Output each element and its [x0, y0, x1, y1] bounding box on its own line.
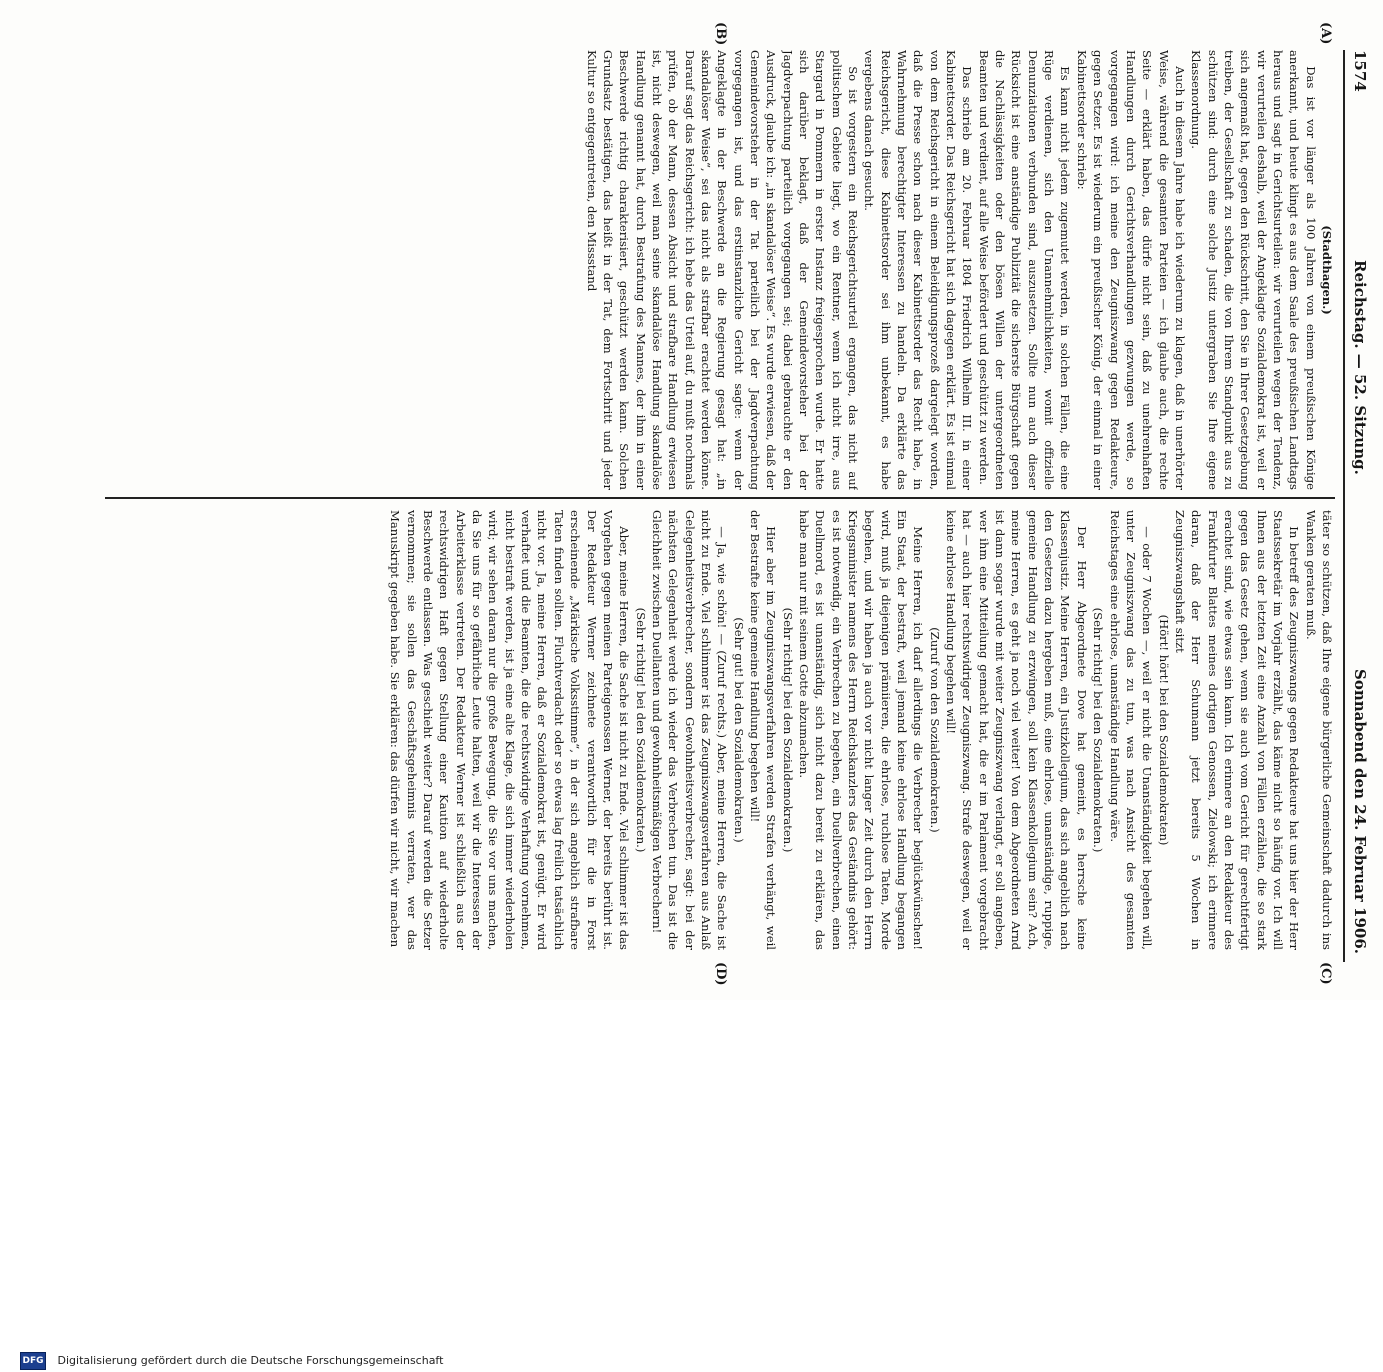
speaker-label: (Stadthagen.): [1320, 225, 1334, 315]
margin-marker-a: (A): [1318, 22, 1333, 45]
interjection: (Sehr gut! bei den Sozialdemokraten.): [731, 617, 746, 843]
footer-credit: [20, 1350, 1383, 1372]
paragraph: In betreff des Zeugniszwangs gegen Redakteure hat uns hier der Herr Staatssekretär im Vorjahr erzählt, das käme nicht so häufig vor. Ich will Ihnen aus der letzten Zeit eine Anzahl von Fällen erzählen, die so stark gegen das Gesetz gehen, wenn sie auch vom Gericht für gerechtfertigt erachtet sind, wie etwas sein kann. Ich erinnere an den Redakteur des Frankfurter Blattes meines dortigen Genossen, Zielowski; ich erinnere daran, daß der Herr Schumann jetzt bereits 5 Wochen in Zeugniszwangshaft sitzt: [1172, 510, 1302, 950]
interjection: (Sehr richtig! bei den Sozialdemokraten.): [633, 607, 648, 853]
paragraph: Das schrieb am 20. Februar 1804 Friedrich Wilhelm III. in einer Kabinettsorder. Das Reichsgericht hat sich dagegen erklärt. Es ist einmal von dem Reichsgericht in einem Beleidigungsprozeß dargelegt worden, daß die Presse schon nach dieser Kabinettsorder das Recht habe, in Wahrnehmung berechtigter Interessen zu handeln. Da erklärte das Reichsgericht, diese Kabinettsorder sei ihm unbekannt, es habe vergebens danach gesucht.: [862, 50, 975, 490]
paragraph: Meine Herren, ich darf allerdings die Verbrecher beglückwünschen! Ein Staat, der bestraft, weil jemand keine ehrlose Handlung begangen wird, muß ja diejenigen prämiieren, die ehrlose, ruchlose Taten, Morde begehen, und wir haben ja auch vor nicht langer Zeit durch den Herrn Kriegsminister namens des Herrn Reichskanzlers das Geständnis gehört: es ist notwendig, ein Verbrechen zu begehen, ein Duellverbrechen, einen Duellmord, es ist unanständig, sich nicht dazu bereit zu erklären, das habe man nur mit seinem Gotte abzumachen.: [797, 510, 926, 950]
dfg-logo-icon: DFG: [20, 1352, 46, 1370]
paragraph: Hier aber im Zeugniszwangsverfahren werden Strafen verhängt, weil der Bestrafte keine gemeine Handlung begehen will!: [747, 510, 779, 950]
margin-marker-b: (B): [713, 22, 728, 46]
paragraph: — oder 7 Wochen —, weil er nicht die Unanständigkeit begehen will, unter Zeugniszwang das zu tun, was nach Ansicht des gesamten Reichstages eine ehrlose, unanständige Handlung wäre.: [1107, 510, 1155, 950]
paragraph: So ist vorgestern ein Reichsgerichtsurteil ergangen, das nicht auf politischem Gebiete liegt, wo ein Rentner, wenn ich nicht irre, aus Stargard in Pommern in erster Instanz freigesprochen wurde. Er hatte sich darüber beklagt, daß der Gemeindevorsteher bei der Jagdverpachtung parteilich vorgegangen sei; dabei gebrauchte er den Ausdruck, glaube ich: „in skandalöser Weise“. Es wurde erwiesen, daß der Gemeindevorsteher in der Tat parteilich bei der Jagdverpachtung vorgegangen ist, und das erstinstanzliche Gericht sagte: wenn der Angeklagte in der Beschwerde an die Regierung gesagt hat: „in skandalöser Weise“, sei das nicht als strafbar erachtet werden könne. Darauf sagt das Reichsgericht: ich hebe das Urteil auf, du mußt nochmals prüfen, ob der Mann, dessen Absicht und strafbare Handlung erwiesen ist, nicht deswegen, weil man seine skandalöse Handlung skandalöse Handlung genannt hat, durch Bestrafung des Mannes, der ihm in einer Beschwerde richtig charakterisiert, geschützt werden kann. Solchen Grundsatz bestätigen, das heißt in der Tat, dem Fortschritt und jeder Kultur so entgegentreten, den Missstand: [584, 50, 861, 490]
margin-marker-d: (D): [713, 962, 728, 986]
column-divider: [105, 497, 1335, 499]
footer-text: Digitalisierung gefördert durch die Deutsche Forschungsgemeinschaft: [57, 1354, 444, 1367]
interjection: (Zuruf von den Sozialdemokraten.): [927, 627, 942, 833]
paragraph: Auch in diesem Jahre habe ich wiederum zu klagen, daß in unerhörter Weise, während die gesamten Parteien — ich glaube auch, die rechte Seite — erklärt haben, das dürfe nicht sein, daß zu unehrenhaften Handlungen durch Gerichtsverhandlungen gezwungen werde, so vorgegangen wird: ich meine den Zeugniszwang gegen Redakteure, gegen Setzer. Es ist wiederum ein preußischer König, der einmal in einer Kabinettsorder schrieb:: [1074, 50, 1187, 490]
session-date: Sonnabend den 24. Februar 1906.: [1351, 669, 1369, 954]
interjection: (Sehr richtig! bei den Sozialdemokraten.): [780, 607, 795, 853]
right-column: [105, 510, 1335, 950]
paragraph: Es kann nicht jedem zugemutet werden, in solchen Fällen, die eine Rüge verdienen, sich den Unannehmlichkeiten, womit offizielle Denunziationen verbunden sind, auszusetzen. Sollte nun auch dieser Rücksicht ist eine anständige Publizität die sicherste Bürgschaft gegen die Nachlässigkeiten oder den bösen Willen der untergeordneten Beamten und verdient, auf alle Weise befördert und geschützt zu werden.: [976, 50, 1073, 490]
paragraph: täter so schützen, daß Ihre eigene bürgerliche Gemeinschaft dadurch ins Wanken geraten muß.: [1303, 510, 1334, 950]
paragraph: — Ja, wie schön! — (Zuruf rechts.) Aber, meine Herren, die Sache ist nicht zu Ende. Viel schlimmer ist das Zeugniszwangsverfahren aus Anlaß Gelegenheitsverbrecher, sondern Gewohnheitsverbrecher, sagt: bei der nächsten Gelegenheit werde ich wieder das Verbrechen tun. Das ist die Gleichheit zwischen Duellanten und gewohnheitsmäßigen Verbrechern!: [649, 510, 730, 950]
paragraph: Das ist vor länger als 100 Jahren von einem preußischen Könige anerkannt, und heute klingt es aus dem Saale des preußischen Landtags heraus und sagt in Gerichtsurteilen: wir verurteilen wegen der Tendenz, wir verurteilen deshalb, weil der Angeklagte Sozialdemokrat ist, weil er sich angemaßt hat, gegen den Rückschritt, den Sie in Ihrer Gesetzgebung treiben, der Gesellschaft zu schaden, die von Ihrem Standpunkt aus zu schützen sind: durch eine solche Justiz untergraben Sie Ihre eigene Klassenordnung.: [1189, 50, 1318, 490]
session-title: Reichstag. — 52. Sitzung.: [1351, 260, 1369, 475]
page-header: [1343, 50, 1375, 962]
left-column: [105, 50, 1335, 490]
page-number: 1574: [1351, 50, 1369, 92]
margin-marker-c: (C): [1318, 962, 1333, 985]
paragraph: Aber, meine Herren, die Sache ist nicht zu Ende. Viel schlimmer ist das Vorgehen gegen meinen Parteigenossen Werner, der bereits berührt ist. Der Redakteur Werner zeichnete verantwortlich für die in Forst erscheinende „Märkische Volksstimme“, in der sich angeblich strafbare Taten finden sollten. Fluchtverdacht oder so etwas lag freilich tatsächlich nicht vor. Ja, meine Herren, daß er Sozialdemokrat ist, genügt. Er wird verhaftet und die Beamten, die die rechtswidrige Verhaftung vornehmen, nicht bestraft werden, ist ja eine alte Klage, die sich immer wiederholen wird; wir sehen daran nur die große Bewegung, die Sie vor uns machen, da Sie uns für so gefährliche Leute halten, weil wir die Interessen der Arbeiterklasse vertreten. Der Redakteur Werner ist schließlich aus der rechtswidrigen Haft gegen Stellung einer Kaution auf wiederholte Beschwerde entlassen. Was geschieht weiter? Darauf werden die Setzer vernommen; sie sollen das Geschäftsgeheimnis verraten, wer das Manuskript gegeben habe. Sie erklären: das dürfen wir nicht, wir machen: [388, 510, 632, 950]
paragraph: Der Herr Abgeordnete Dove hat gemeint, es herrsche keine Klassenjustiz. Meine Herren, ein Justizkollegium, das sich angeblich nach den Gesetzen dazu hergeben muß, eine ehrlose, unanständige, ruppige, gemeine Handlung zu erzwingen, soll kein Klassenkollegium sein? Ach, meine Herren, es geht ja noch viel weiter! Von dem Abgeordneten Arnd ist dann sogar wurde mit weiter Zeugniszwang verlangt, er soll angeben, wer ihm eine Mitteilung gemacht hat, die er im Parlament vorgebracht hat — auch hier rechtswidriger Zeugniszwang. Strafe deswegen, weil er keine ehrlose Handlung begehen will!: [944, 510, 1089, 950]
interjection: (Sehr richtig! bei den Sozialdemokraten.): [1091, 607, 1106, 853]
interjection: (Hört! hört! bei den Sozialdemokraten): [1156, 614, 1171, 846]
